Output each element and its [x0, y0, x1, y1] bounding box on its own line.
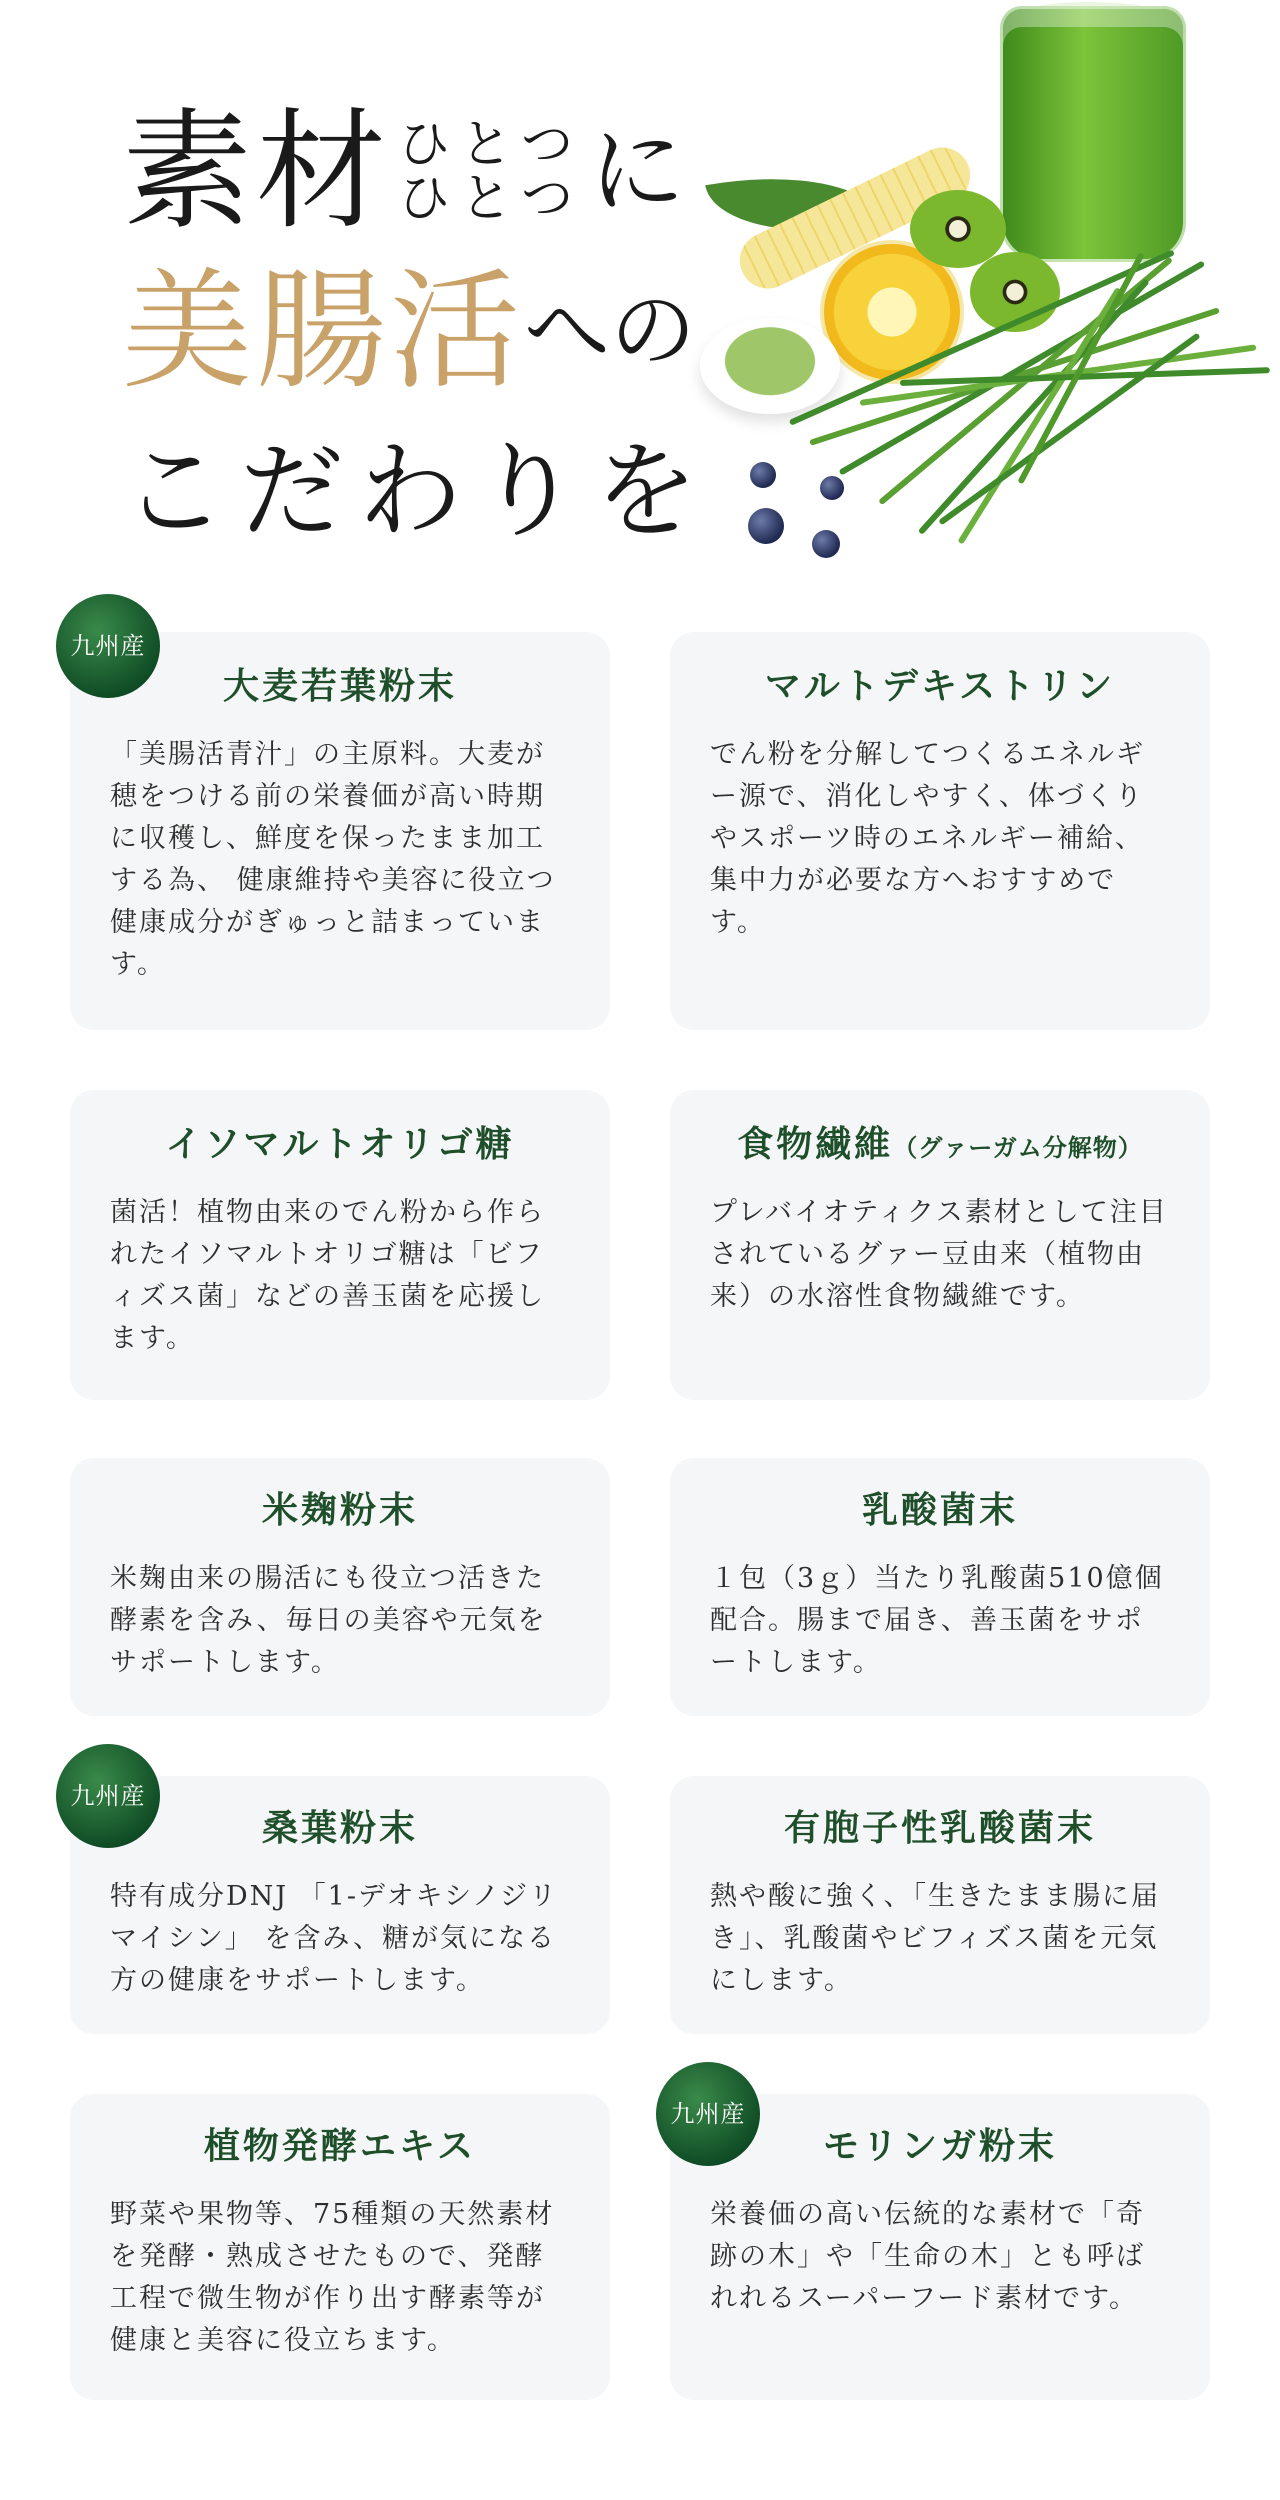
title-kodawari: こだわりを — [122, 430, 713, 552]
kyushu-origin-badge: 九州産 — [56, 1744, 160, 1848]
ingredient-description: 栄養価の高い伝統的な素材で「奇跡の木」や「生命の木」とも呼ばれれるスーパーフード素材です。 — [710, 2199, 1145, 2314]
ingredient-description: 「美腸活青汁」の主原料。大麦が穂をつける前の栄養価が高い時期に収穫し、鮮度を保ったまま加工する為、 健康維持や美容に役立つ健康成分がぎゅっと詰まっています。 — [110, 739, 556, 980]
ingredient-description: でん粉を分解してつくるエネルギー源で、消化しやすく、体づくりやスポーツ時のエネルギー補給、集中力が必要な方へおすすめです。 — [710, 739, 1145, 938]
ingredient-card-spore-lactic — [670, 1776, 1210, 2034]
hero-title-line-2 — [122, 256, 712, 416]
hero-title-line-1 — [122, 96, 712, 256]
ingredient-card-rice-koji — [70, 1458, 610, 1716]
hero-title-line-3 — [122, 416, 712, 576]
green-juice-glass-illustration — [1000, 6, 1186, 262]
title-stack-top: ひとつ — [398, 115, 583, 175]
kyushu-origin-badge: 九州産 — [56, 594, 160, 698]
ingredient-title: イソマルトオリゴ糖 — [165, 1123, 515, 1165]
ingredient-card-isomalto — [70, 1090, 610, 1400]
ingredient-title: 有胞子性乳酸菌末 — [783, 1807, 1096, 1849]
ingredient-title-main: 食物繊維 — [737, 1123, 894, 1165]
powder-bowl-illustration — [700, 318, 840, 414]
ingredient-title: 大麦若葉粉末 — [222, 665, 457, 707]
blueberry-illustration — [748, 508, 784, 544]
ingredient-card-fiber — [670, 1090, 1210, 1400]
ingredient-title: モリンガ粉末 — [822, 2125, 1057, 2167]
ingredient-card-lactic — [670, 1458, 1210, 1716]
title-word-sozai: 素材 — [122, 95, 391, 247]
blueberry-illustration — [820, 476, 844, 500]
ingredient-title: 植物発酵エキス — [203, 2125, 477, 2167]
title-stack — [398, 115, 583, 229]
title-highlight-bichokatsu: 美腸活 — [122, 255, 525, 407]
ingredient-card-maltodextrin — [670, 632, 1210, 1030]
ingredient-description: １包（3ｇ）当たり乳酸菌510億個配合。腸まで届き、善玉菌をサポートします。 — [710, 1563, 1164, 1678]
blueberry-illustration — [812, 530, 840, 558]
title-particle-heno: への — [524, 281, 697, 381]
ingredient-description: 野菜や果物等、75種類の天然素材を発酵・熟成させたもので、発酵工程で微生物が作り出す酵素等が健康と美容に役立ちます。 — [110, 2199, 555, 2356]
hero-section — [0, 0, 1280, 600]
ingredient-description: プレバイオティクス素材として注目されているグァー豆由来（植物由来）の水溶性食物繊維です。 — [710, 1197, 1168, 1312]
ingredient-title: マルトデキストリン — [764, 665, 1116, 707]
ingredient-title — [670, 1124, 1210, 1168]
ingredient-description: 熱や酸に強く、「生きたまま腸に届き」、乳酸菌やビフィズス菌を元気にします。 — [710, 1881, 1160, 1996]
hero-illustration — [640, 0, 1280, 600]
title-particle-ni: に — [588, 115, 685, 227]
kiwi-illustration — [910, 190, 1006, 268]
hero-title — [122, 96, 712, 576]
ingredient-description: 菌活！植物由来のでん粉から作られたイソマルトオリゴ糖は「ビフィズス菌」などの善玉菌を応援します。 — [110, 1197, 545, 1354]
ingredient-card-barley — [70, 632, 610, 1030]
title-stack-bottom: ひとつ — [398, 169, 583, 229]
kyushu-origin-badge: 九州産 — [656, 2062, 760, 2166]
blueberry-illustration — [750, 462, 776, 488]
ingredient-description: 特有成分DNJ 「1-デオキシノジリマイシン」 を含み、糖が気になる方の健康をサポートします。 — [110, 1881, 559, 1996]
ingredient-title-sub: （グァーガム分解物） — [893, 1133, 1143, 1162]
ingredient-title: 米麹粉末 — [261, 1489, 418, 1531]
ingredient-title: 桑葉粉末 — [261, 1807, 418, 1849]
ingredient-description: 米麹由来の腸活にも役立つ活きた酵素を含み、毎日の美容や元気をサポートします。 — [110, 1563, 547, 1678]
ingredient-card-plant-ferment — [70, 2094, 610, 2400]
ingredient-title: 乳酸菌末 — [861, 1489, 1018, 1531]
